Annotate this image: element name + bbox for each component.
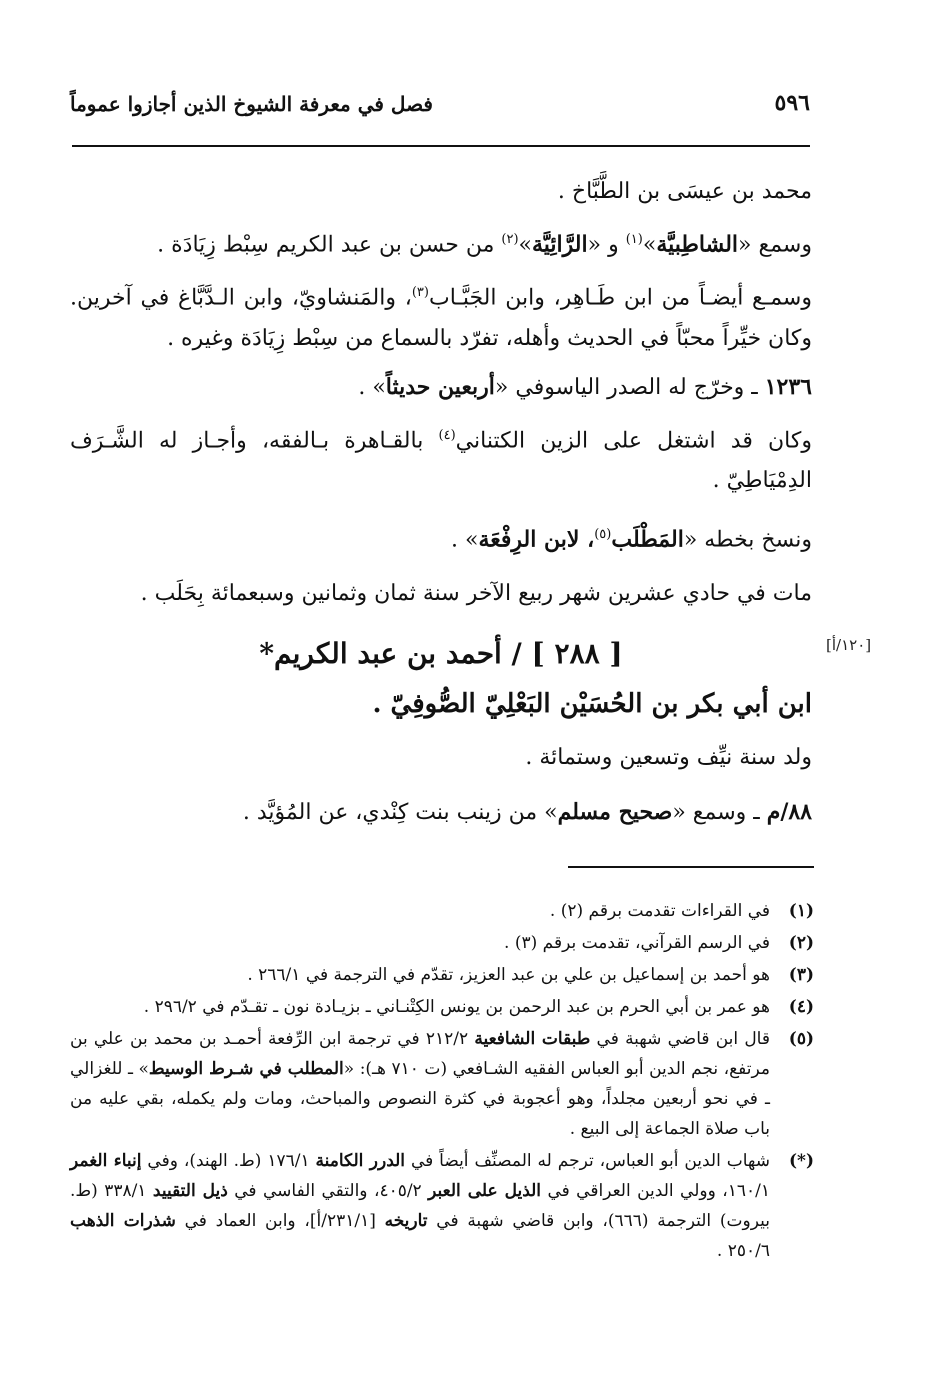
book-title: أربعين حديثاً — [385, 373, 495, 400]
page-number: ٥٩٦ — [774, 90, 810, 116]
footnotes — [70, 896, 814, 1268]
book-title: الرَّائِيَّة — [532, 231, 588, 258]
footnote-marker: (١) — [625, 232, 643, 247]
footnote-5 — [70, 1024, 814, 1144]
book-title: الذيل على العبر — [428, 1181, 542, 1201]
footnote-marker: (٢) — [501, 232, 519, 247]
footnote-text: ٤٠٥/٢، والتقي الفاسي في — [227, 1181, 429, 1201]
footnote-text: هو أحمد بن إسماعيل بن علي بن عبد العزيز، تقدّم في الترجمة في ٢٦٦/١ . — [247, 965, 770, 985]
paragraph-2 — [70, 220, 812, 265]
entry-heading: [ ٢٨٨ ] / أحمد بن عبد الكريم* — [259, 637, 623, 671]
footnote-1 — [70, 896, 814, 926]
text-run: وسمع « — [738, 232, 812, 258]
footnote-text: ٢٥٠/٦ . — [716, 1241, 770, 1261]
text-run: ونسخ بخطه « — [683, 527, 812, 553]
footnote-text: قال ابن قاضي شهبة في — [590, 1029, 770, 1049]
text-run: وكان قد اشتغل على الزين الكتناني — [455, 427, 812, 453]
margin-folio-reference: [١٢٠/أ] — [826, 636, 872, 654]
footnote-rule — [568, 866, 814, 868]
main-text — [70, 172, 812, 841]
footnote-text: ٢١٢/٢ في ترجمة ابن الرِّفعة أحمـد بن محمد بن علي بن مرتفع، نجم الدين أبو العباس الفقيه الشـافعي (ت ٧١٠ هـ): « — [70, 1029, 770, 1079]
book-title: المطلب في شـرط الوسيط — [148, 1059, 344, 1079]
book-title: المَطْلَب — [611, 526, 684, 553]
text-run: » . — [358, 374, 386, 400]
text-run: » — [642, 232, 657, 258]
text-run: ـ وخرّج له الصدر الياسوفي « — [494, 374, 765, 400]
footnote-number: (١) — [788, 901, 814, 921]
footnote-text: شهاب الدين أبو العباس، ترجم له المصنِّف أيضاً في — [405, 1151, 771, 1171]
paragraph-4 — [70, 367, 812, 408]
text-run: » — [518, 232, 532, 258]
paragraph-8: ولد سنة نيِّف وتسعين وستمائة . — [525, 745, 812, 771]
footnote-text: في الرسم القرآني، تقدمت برقم (٣) . — [504, 933, 770, 953]
footnote-text: ١٧٦/١ (ط. الهند)، وفي — [141, 1151, 316, 1171]
running-title: فصل في معرفة الشيوخ الذين أجازوا عموماً — [70, 92, 433, 116]
paragraph-3 — [70, 273, 812, 358]
footnote-text: [٢٣١/١/أ]، وابن العماد في — [175, 1211, 385, 1231]
paragraph-5 — [70, 416, 812, 501]
book-title: طبقات الشافعية — [474, 1029, 591, 1049]
footnote-text: » ـ للغزالي ـ في نحو أربعين مجلداً، وهو أعجوبة في كثرة النصوص والمباحث، ومات ولم يكمله، بقي عليه من باب صلاة الجماعة إلى البيع . — [70, 1059, 770, 1139]
text-run: ـ وسمع « — [672, 800, 767, 826]
book-title: صحيح مسلم — [557, 799, 673, 826]
paragraph-6 — [70, 515, 812, 560]
entry-number: ٨٨/م — [766, 799, 812, 826]
footnote-marker: (٥) — [594, 526, 612, 542]
footnote-marker: (٤) — [438, 427, 456, 443]
book-title: الدرر الكامنة — [315, 1151, 406, 1171]
book-title: إنباء الغمر — [70, 1151, 142, 1171]
footnote-3 — [70, 960, 814, 990]
page-header — [70, 90, 810, 130]
footnote-text: هو عمر بن أبي الحرم بن عبد الرحمن بن يونس الكِتْنـاني ـ بزيـادة نون ـ تقـدّم في ٢٩٦/٢ . — [143, 997, 770, 1017]
paragraph-1: محمد بن عيسَى بن الطَّبَّاخ . — [557, 179, 812, 204]
header-rule — [72, 145, 810, 147]
footnote-4 — [70, 992, 814, 1022]
text-run: من حسن بن عبد الكريم سِبْط زِيَادَة . — [157, 232, 502, 258]
entry-lineage: ابن أبي بكر بن الحُسَيْن البَعْلِيّ الصُّوفِيّ . — [372, 689, 812, 720]
paragraph-9 — [70, 792, 812, 833]
text-run: » . — [451, 527, 479, 553]
footnote-text: ١٦٠/١، وولي الدين العراقي في — [541, 1181, 770, 1201]
text-run: » من زينب بنت كِنْدي، عن المُؤيَّد . — [242, 800, 558, 826]
footnote-text: في القراءات تقدمت برقم (٢) . — [549, 901, 770, 921]
entry-number: ١٢٣٦ — [764, 373, 812, 400]
footnote-number: (٤) — [788, 997, 814, 1017]
footnote-number: (*) — [789, 1151, 814, 1171]
book-title: الشاطِبيَّة — [656, 231, 739, 258]
book-title: شذرات الذهب — [70, 1211, 176, 1231]
book-title: تاريخه — [384, 1211, 428, 1231]
footnote-number: (٥) — [788, 1029, 814, 1049]
footnote-2 — [70, 928, 814, 958]
text-run: ، والمَنشاويّ، وابن الـدَّبَّاغ في آخرين. وكان خيِّراً محبّاً في الحديث وأهله، تفرّد بالسماع من سِبْط زِيَادَة وغيره . — [70, 285, 812, 351]
footnote-star — [70, 1146, 814, 1266]
book-author: ، لابن الرِفْعَة — [478, 526, 595, 553]
footnote-text: ٣٣٨/١ (ط. بيروت) الترجمة (٦٦٦)، وابن قاضي شهبة في — [70, 1181, 770, 1231]
footnote-marker: (٣) — [411, 285, 429, 301]
text-run: و « — [587, 232, 626, 258]
footnote-number: (٢) — [788, 933, 814, 953]
text-run: وسمـع أيضـاً من ابن طَـاهِر، وابن الجَبَّـاب — [428, 285, 812, 311]
book-title: ذيل التقييد — [152, 1181, 228, 1201]
paragraph-7: مات في حادي عشرين شهر ربيع الآخر سنة ثمان وثمانين وسبعمائة بِحَلَب . — [140, 581, 812, 607]
footnote-number: (٣) — [788, 965, 814, 985]
text-run: بالقـاهرة بـالفقه، وأجـاز له الشَّـرَف الدِمْيَاطِيّ . — [70, 427, 812, 493]
